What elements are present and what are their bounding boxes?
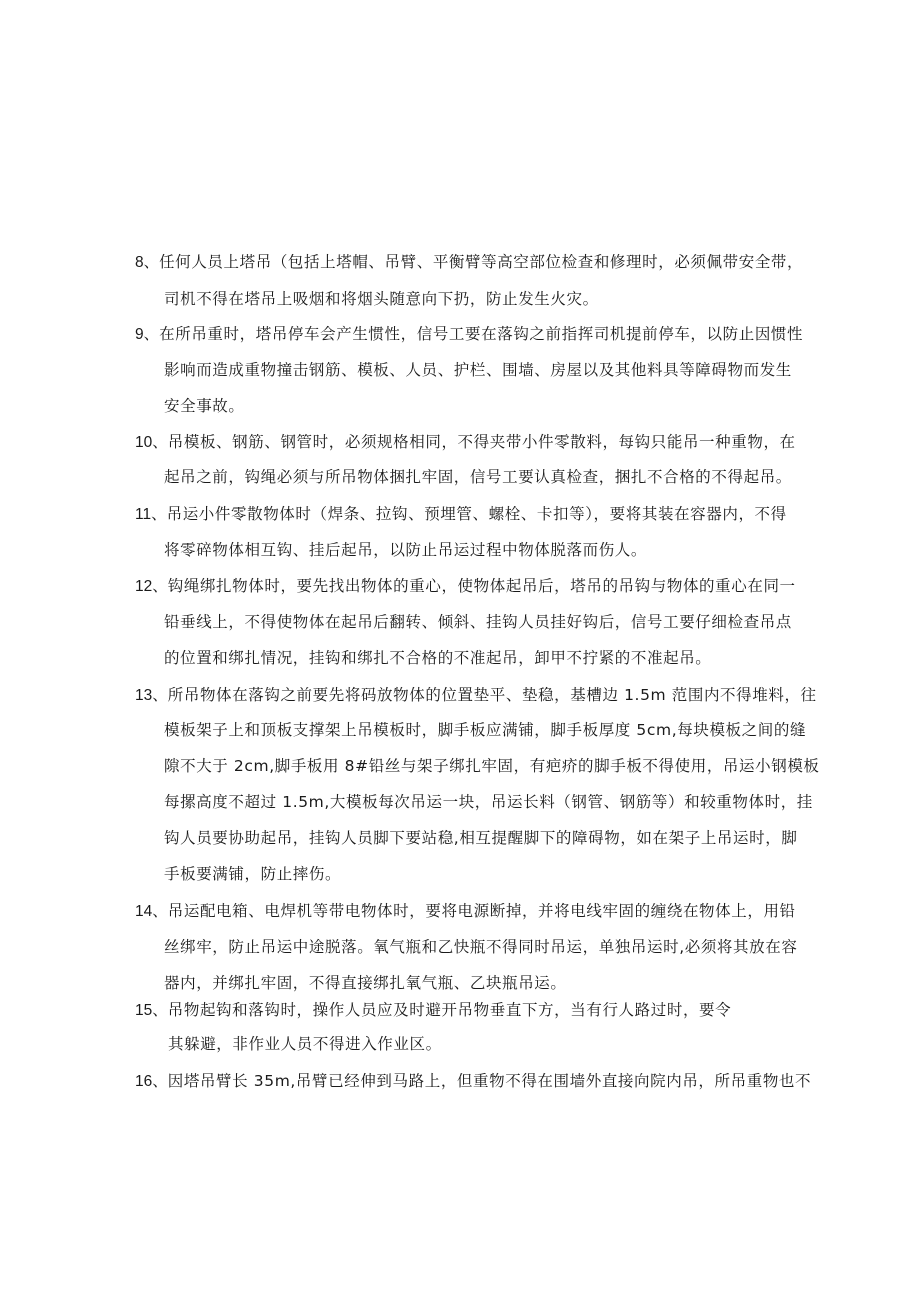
list-item-13-line-2: 模板架子上和顶板支撑架上吊模板时，脚手板应满铺，脚手板厚度 5cm,每块模板之间的缝 [164, 721, 807, 739]
list-item-13-line-1 [135, 685, 817, 706]
list-item-12-line-2: 铅垂线上，不得使物体在起吊后翻转、倾斜、挂钩人员挂好钩后，信号工要仔细检查吊点 [164, 613, 792, 631]
item-text: 在所吊重时，塔吊停车会产生惯性，信号工要在落钩之前指挥司机提前停车，以防止因惯性 [159, 325, 804, 343]
item-text: 钩绳绑扎物体时，要先找出物体的重心，使物体起吊后，塔吊的吊钩与物体的重心在同一 [167, 577, 796, 595]
list-item-8-line-2: 司机不得在塔吊上吸烟和将烟头随意向下扔，防止发生火灾。 [164, 290, 599, 308]
item-number: 15、 [135, 1002, 168, 1019]
item-number: 12、 [135, 578, 168, 595]
item-number: 10、 [135, 434, 168, 451]
list-item-13-line-5: 钩人员要协助起吊，挂钩人员脚下要站稳,相互提醒脚下的障碍物，如在架子上吊运时，脚 [164, 829, 798, 847]
list-item-16-line-1 [135, 1071, 811, 1092]
item-text: 吊物起钩和落钩时，操作人员应及时避开吊物垂直下方，当有行人路过时，要令 [167, 1001, 732, 1019]
list-item-8-line-1 [135, 252, 803, 273]
item-text: 吊运小件零散物体时（焊条、拉钩、预埋管、螺栓、卡扣等），要将其装在容器内，不得 [166, 505, 787, 523]
list-item-9-line-1 [135, 324, 803, 345]
list-item-11-line-1 [135, 504, 787, 525]
item-text: 所吊物体在落钩之前要先将码放物体的位置垫平、垫稳，基槽边 1.5m 范围内不得堆料，往 [167, 686, 817, 704]
list-item-9-line-2: 影响而造成重物撞击钢筋、模板、人员、护栏、围墙、房屋以及其他料具等障碍物而发生 [164, 361, 792, 379]
item-number: 16、 [135, 1073, 168, 1090]
list-item-15-line-1 [135, 1000, 731, 1021]
list-item-9-line-3: 安全事故。 [164, 397, 245, 415]
list-item-10-line-2: 起吊之前，钩绳必须与所吊物体捆扎牢固，信号工要认真检查，捆扎不合格的不得起吊。 [164, 468, 792, 486]
list-item-13-line-6: 手板要满铺，防止摔伤。 [164, 865, 342, 883]
item-text: 任何人员上塔吊（包括上塔帽、吊臂、平衡臂等高空部位检查和修理时，必须佩带安全带， [159, 253, 804, 271]
item-text: 吊模板、钢筋、钢管时，必须规格相同，不得夹带小件零散料，每钩只能吊一种重物，在 [167, 433, 796, 451]
list-item-14-line-2: 丝绑牢，防止吊运中途脱落。氧气瓶和乙快瓶不得同时吊运，单独吊运时,必须将其放在容 [164, 938, 798, 956]
list-item-12-line-3: 的位置和绑扎情况，挂钩和绑扎不合格的不准起吊，卸甲不拧紧的不准起吊。 [164, 649, 712, 667]
item-number: 11、 [135, 506, 167, 523]
list-item-15-line-2: 其躲避，非作业人员不得进入作业区。 [168, 1035, 442, 1053]
item-number: 13、 [135, 687, 168, 704]
item-text: 因塔吊臂长 35m,吊臂已经伸到马路上，但重物不得在围墙外直接向院内吊，所吊重物也不 [167, 1072, 812, 1090]
item-number: 8、 [135, 254, 160, 271]
list-item-11-line-2: 将零碎物体相互钩、挂后起吊，以防止吊运过程中物体脱落而伤人。 [164, 541, 648, 559]
item-number: 9、 [135, 326, 160, 343]
list-item-10-line-1 [135, 432, 796, 453]
item-number: 14、 [135, 903, 168, 920]
item-text: 吊运配电箱、电焊机等带电物体时，要将电源断掉，并将电线牢固的缠绕在物体上，用铅 [167, 902, 796, 920]
list-item-14-line-3: 器内，并绑扎牢固，不得直接绑扎氧气瓶、乙块瓶吊运。 [164, 974, 567, 992]
list-item-12-line-1 [135, 576, 796, 597]
list-item-14-line-1 [135, 901, 796, 922]
list-item-13-line-3: 隙不大于 2cm,脚手板用 8#铅丝与架子绑扎牢固，有疤疥的脚手板不得使用，吊运小钢模板 [164, 757, 820, 775]
list-item-13-line-4: 每摞高度不超过 1.5m,大模板每次吊运一块，吊运长料（钢管、钢筋等）和较重物体时，挂 [164, 793, 813, 811]
